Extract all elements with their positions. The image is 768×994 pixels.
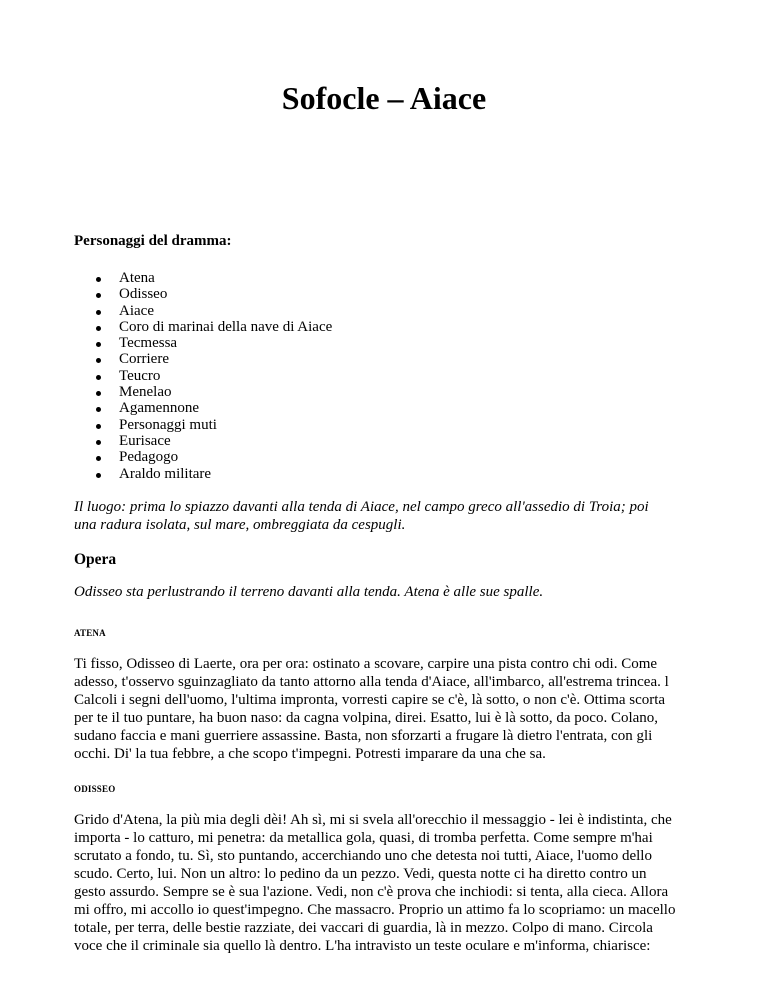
cast-member: Agamennone	[74, 400, 332, 416]
cast-member: Araldo militare	[74, 466, 332, 482]
document-title: Sofocle – Aiace	[281, 80, 487, 116]
cast-member: Coro di marinai della nave di Aiace	[74, 319, 332, 335]
speech-line: Calcoli i segni dell'uomo, l'ultima impronta, vorresti capire se c'è, là sotto, o non c'è. Ottima scorta	[74, 692, 666, 708]
speaker-label: ODISSEO	[74, 784, 116, 794]
speech-line: importa - lo catturo, mi penetra: da metallica gola, quasi, di tromba perfetta. Come sempre m'hai	[74, 830, 653, 846]
speech-line: scrutato a fondo, tu. Sì, sto puntando, accerchiando uno che detesta noi tutti, Aiace, l'uomo dello	[74, 848, 652, 864]
stage-direction: Odisseo sta perlustrando il terreno davanti alla tenda. Atena è alle sue spalle.	[74, 584, 544, 600]
cast-list	[74, 270, 332, 482]
speech-line: occhi. Di' la tua febbre, a che scopo t'impegni. Potresti imparare da una che sa.	[74, 746, 546, 762]
speech-line: adesso, t'osservo sguinzagliato da tanto attorno alla tenda d'Aiace, all'imbarco, all'estrema trincea. l	[74, 674, 669, 690]
speech-line: mi offro, mi accollo io quest'impegno. Che massacro. Proprio un attimo fa lo scopriamo: un macello	[74, 902, 676, 918]
cast-member: Eurisace	[74, 433, 332, 449]
cast-member: Pedagogo	[74, 449, 332, 465]
speech-line: Grido d'Atena, la più mia degli dèi! Ah sì, mi si svela all'orecchio il messaggio - lei è indistinta, che	[74, 812, 672, 828]
cast-member: Tecmessa	[74, 335, 332, 351]
setting-description	[74, 498, 694, 534]
speech-line: gesto assurdo. Sempre se è sua l'azione. Vedi, non c'è prova che inchiodi: si tenta, alla cieca. Allora	[74, 884, 669, 900]
cast-heading: Personaggi del dramma:	[74, 233, 232, 249]
cast-member: Teucro	[74, 368, 332, 384]
speaker-label: ATENA	[74, 628, 106, 638]
speech-line: sudano faccia e mani guerriere assassine. Basta, non sforzarti a frugare là dietro l'entrata, con gli	[74, 728, 653, 744]
speech-line: totale, per terra, delle bestie razziate, dei vaccari di guardia, là in mezzo. Colpo di mano. Circola	[74, 920, 653, 936]
cast-member: Aiace	[74, 303, 332, 319]
speech-block	[74, 811, 700, 955]
setting-line: Il luogo: prima lo spiazzo davanti alla tenda di Aiace, nel campo greco all'assedio di Troia; poi	[74, 499, 649, 515]
speech-block	[74, 655, 700, 763]
cast-member: Menelao	[74, 384, 332, 400]
speech-line: voce che il criminale sia quello là dentro. L'ha intravisto un teste oculare e m'informa, chiarisce:	[74, 938, 651, 954]
setting-line: una radura isolata, sul mare, ombreggiata da cespugli.	[74, 517, 406, 533]
cast-member: Personaggi muti	[74, 417, 332, 433]
cast-member: Corriere	[74, 351, 332, 367]
cast-member: Atena	[74, 270, 332, 286]
speech-line: Ti fisso, Odisseo di Laerte, ora per ora: ostinato a scovare, carpire una pista contro chi odi. Come	[74, 656, 658, 672]
speech-line: per te il tuo puntare, ha buon naso: da cagna volpina, direi. Esatto, lui è là sotto, da poco. Colano,	[74, 710, 659, 726]
cast-member: Odisseo	[74, 286, 332, 302]
section-heading: Opera	[74, 551, 117, 568]
speech-line: scudo. Certo, lui. Non un altro: lo pedino da un pezzo. Vedi, questa notte ci ha diretto contro un	[74, 866, 647, 882]
